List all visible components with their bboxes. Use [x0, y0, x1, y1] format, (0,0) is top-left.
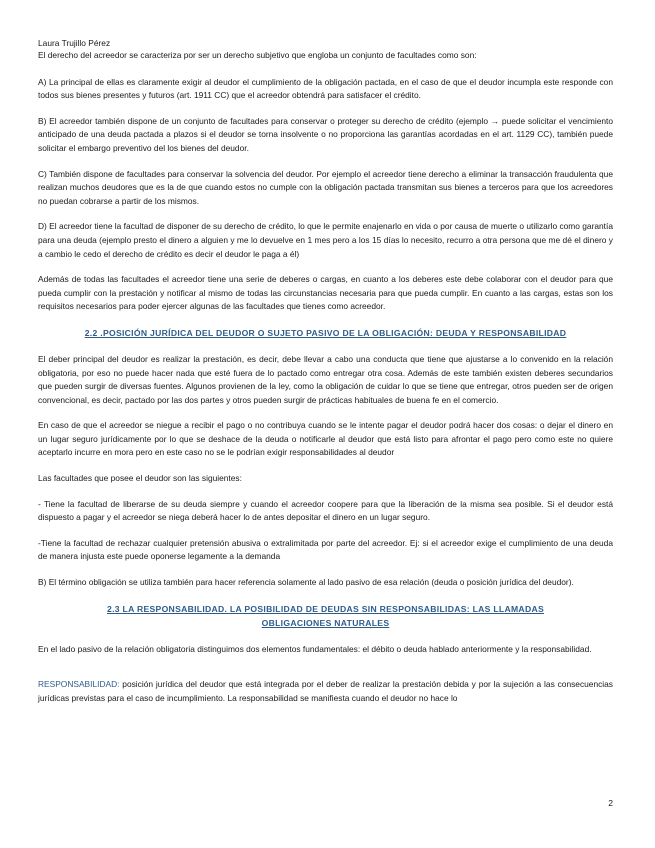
- paragraph-faculty-2: -Tiene la facultad de rechazar cualquier pretensión abusiva o extralimitada por parte del acreedor. Ej: si el acreedor exige el cumplimiento de una deuda de manera injusta este puede oponerse legamente a la demanda: [38, 537, 613, 562]
- intro-text: El derecho del acreedor se caracteriza por ser un derecho subjetivo que engloba un conjunto de facultades como son:: [38, 50, 477, 60]
- paragraph-refusal: En caso de que el acreedor se niegue a recibir el pago o no contribuya cuando se le intente pagar el deudor podrá hacer dos cosas: o dejar el dinero en un lugar seguro jurídicamente por lo que se deshace de la deuda o notificarle al deudor que está listo para afrontar el pago pero como este no quiere aceptarlo incurre en mora pero en este caso no se le podrían exigir responsabilidades al deudor: [38, 420, 613, 458]
- paragraph-d: D) El acreedor tiene la facultad de disponer de su derecho de crédito, lo que le permite enajenarlo en vida o por causa de muerte o utilizarlo como garantía para una deuda (ejemplo presto el dinero a alguien y me lo devuelve en 1 mes pero a los 15 días lo necesito, recurro a otra persona que me dé el dinero y a cambio le cedo el derecho de crédito es decir el deudor le paga a él): [38, 221, 613, 259]
- paragraph-obligation-term: B) El término obligación se utiliza también para hacer referencia solamente al lado pasivo de esa relación (deuda o posición jurídica del deudor).: [38, 577, 574, 588]
- spacer: [38, 668, 613, 678]
- paragraph-debtor-duty: El deber principal del deudor es realizar la prestación, es decir, debe llevar a cabo una conducta que tiene que ajustarse a lo convenido en la relación obligatoria, por eso no puede hacer nada que esté fuera de lo pactado como entregar otra cosa. Además de este también existen deberes secundarios que pueden surgir de diversas fuentes. Algunos provienen de la ley, como la obligación de cuidar lo que se tiene que entregar, otros pueden ser de origen convencional, es decir, pactado por las dos partes y otros pueden surgir de prácticas habituales de buena fe en el comercio.: [38, 353, 613, 405]
- section-heading-2-3: 2.3 LA RESPONSABILIDAD. LA POSIBILIDAD DE DEUDAS SIN RESPONSABILIDAS: LAS LLAMADAS OBLIGACIONES NATURALES: [107, 603, 544, 628]
- paragraph-faculties-intro: Las facultades que posee el deudor son las siguientes:: [38, 473, 242, 484]
- author-name: Laura Trujillo Pérez: [38, 38, 111, 48]
- paragraph-duties: Además de todas las facultades el acreedor tiene una serie de deberes o cargas, en cuanto a los deberes este debe colaborar con el deudor para que pueda cumplir con la prestación y notificar al mismo de todas las circunstancias necesaria para que pueda cumplir. En cuanto a las cargas, estas son los requisitos necesarios para poder ejercer algunas de las facultades que tienes como acreedor.: [38, 274, 613, 312]
- paragraph-c: C) También dispone de facultades para conservar la solvencia del deudor. Por ejemplo el acreedor tiene derecho a eliminar la transacción fraudulenta que realizan muchos deudores que es la de que cuando estos no cumple con la obligación pactada transmitan sus bienes a terceros para que los acreedores no puedan cobrarse a partir de los mismos.: [38, 168, 613, 206]
- page-number: 2: [608, 798, 613, 808]
- paragraph-a: A) La principal de ellas es claramente exigir al deudor el cumplimiento de la obligación pactada, en el caso de que el deudor incumpla este responde con todos sus bienes presentes y futuros (art. 1911 CC) que el acreedor obtendrá para satisfacer el crédito.: [38, 76, 613, 101]
- paragraph-passive-side: En el lado pasivo de la relación obligatoria distinguimos dos elementos fundamentales: el débito o deuda hablado anteriormente y la responsabilidad.: [38, 643, 592, 654]
- paragraph-responsibility: [38, 678, 613, 705]
- section-heading-2-2: 2.2 .POSICIÓN JURÍDICA DEL DEUDOR O SUJETO PASIVO DE LA OBLIGACIÓN: DEUDA Y RESPONSABILIDAD: [84, 327, 567, 338]
- responsibility-lead: RESPONSABILIDAD:: [38, 679, 120, 690]
- paragraph-b: B) El acreedor también dispone de un conjunto de facultades para conservar o proteger su derecho de crédito (ejemplo → puede solicitar el vencimiento anticipado de una deuda pactada a plazos si el deudor se torna insolvente o no proporciona las garantías acordadas en el art. 1129 CC), también puede solicitar el embargo preventivo del los bienes del deudor.: [38, 115, 613, 153]
- responsibility-text: posición jurídica del deudor que está integrada por el deber de realizar la prestación debida y por la sujeción a las consecuencias jurídicas previstas para el caso de incumplimiento. La responsabilidad se manifiesta cuando el deudor no hace lo: [38, 679, 613, 703]
- paragraph-faculty-1: - Tiene la facultad de liberarse de su deuda siempre y cuando el acreedor coopere para que la liberación de la misma sea posible. Si el deudor está dispuesto a pagar y el acreedor se niega deberá hacer lo de antes depositar el dinero en un lugar seguro.: [38, 498, 613, 523]
